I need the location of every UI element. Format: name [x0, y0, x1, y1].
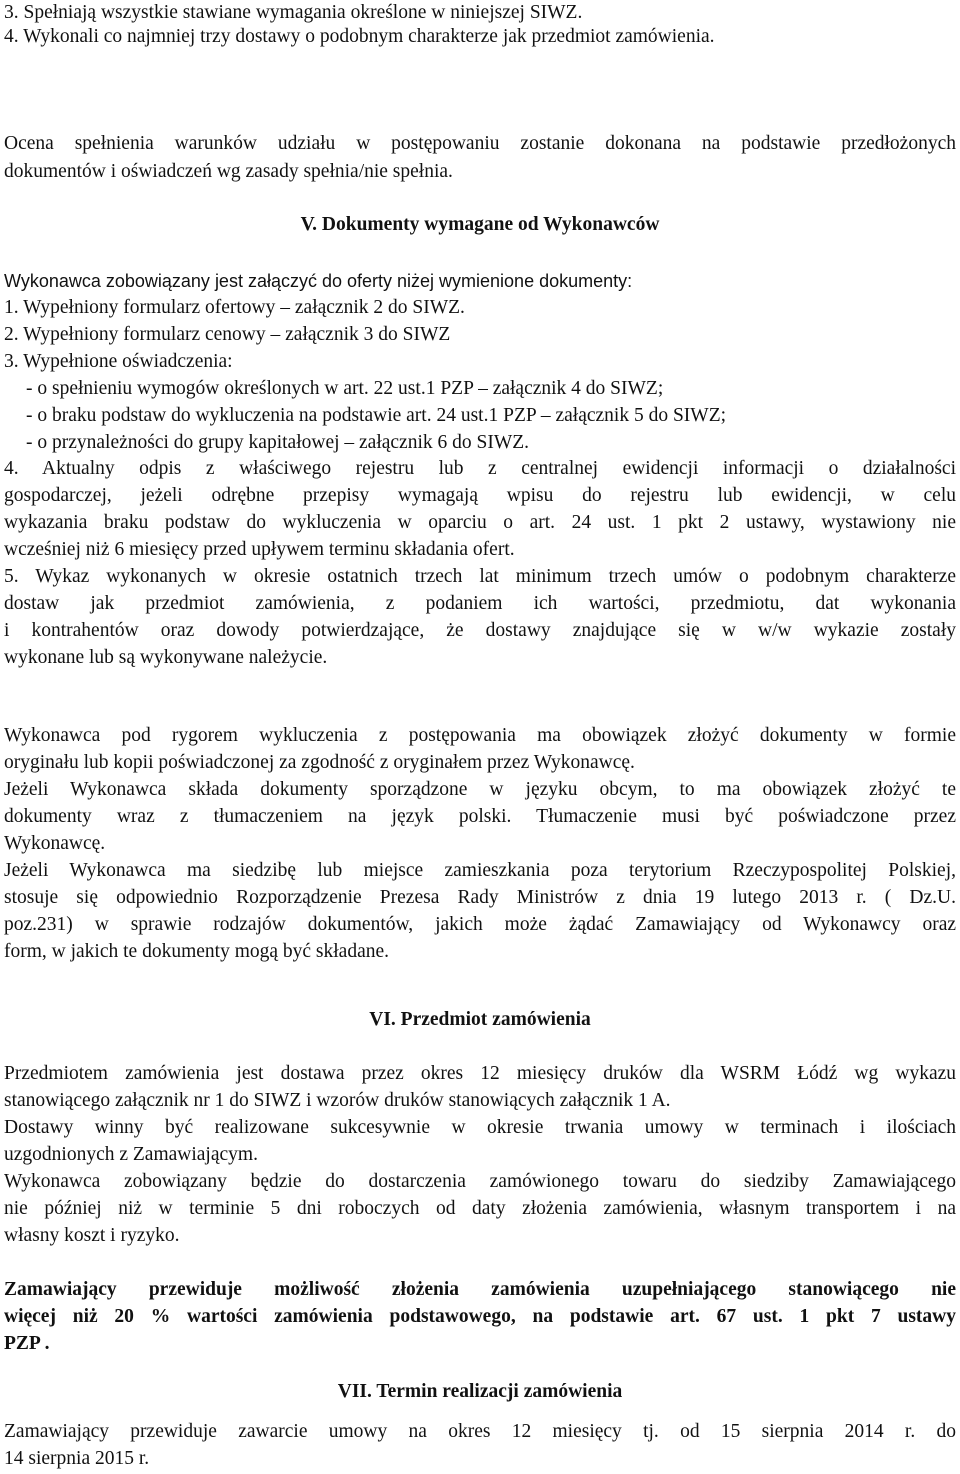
list-item-line: dostaw jak przedmiot zamówienia, z podaniem ich wartości, przedmiotu, dat wykonania [4, 593, 956, 614]
bold-paragraph-line: więcej niż 20 % wartości zamówienia podstawowego, na podstawie art. 67 ust. 1 pkt 7 ustawy [4, 1306, 956, 1327]
list-item: 1. Wypełniony formularz ofertowy – załącznik 2 do SIWZ. [4, 297, 465, 318]
sub-list-item: - o spełnieniu wymogów określonych w art. 22 ust.1 PZP – załącznik 4 do SIWZ; [26, 378, 664, 399]
paragraph-line: Przedmiotem zamówienia jest dostawa przez okres 12 miesięcy druków dla WSRM Łódź wg wykazu [4, 1063, 956, 1084]
paragraph-line: Zamawiający przewiduje zawarcie umowy na okres 12 miesięcy tj. od 15 sierpnia 2014 r. do [4, 1421, 956, 1442]
list-item-line: 5. Wykaz wykonanych w okresie ostatnich trzech lat minimum trzech umów o podobnym charakterze [4, 566, 956, 587]
list-item: 3. Spełniają wszystkie stawiane wymagania określone w niniejszej SIWZ. [4, 2, 583, 23]
list-item-line: wykonane lub są wykonywane należycie. [4, 647, 328, 668]
section-vii-heading: VII. Termin realizacji zamówienia [337, 1381, 623, 1402]
sub-list-item: - o przynależności do grupy kapitałowej – załącznik 6 do SIWZ. [26, 432, 530, 453]
list-item-line: i kontrahentów oraz dowody potwierdzające, że dostawy znajdujące się w w/w wykazie zostały [4, 620, 956, 641]
paragraph-line: stosuje się odpowiednio Rozporządzenie Prezesa Rady Ministrów z dnia 19 lutego 2013 r. ( Dz.U. [4, 887, 956, 908]
paragraph-line: Wykonawca zobowiązany będzie do dostarczenia zamówionego towaru do siedziby Zamawiającego [4, 1171, 956, 1192]
list-item-line: wykazania braku podstaw do wykluczenia w oparciu o art. 24 ust. 1 pkt 2 ustawy, wystawiony nie [4, 512, 956, 533]
list-item-line: 4. Aktualny odpis z właściwego rejestru lub z centralnej ewidencji informacji o działalności [4, 458, 956, 479]
bold-paragraph-line: PZP . [4, 1333, 50, 1354]
section-vi-heading: VI. Przedmiot zamówienia [369, 1009, 591, 1030]
list-item: 4. Wykonali co najmniej trzy dostawy o podobnym charakterze jak przedmiot zamówienia. [4, 26, 715, 47]
sub-list-item: - o braku podstaw do wykluczenia na podstawie art. 24 ust.1 PZP – załącznik 5 do SIWZ; [26, 405, 727, 426]
bold-paragraph-line: Zamawiający przewiduje możliwość złożenia zamówienia uzupełniającego stanowiącego nie [4, 1279, 956, 1300]
paragraph-line: uzgodnionych z Zamawiającym. [4, 1144, 258, 1165]
paragraph-line: Ocena spełnienia warunków udziału w postępowaniu zostanie dokonana na podstawie przedłożonych [4, 133, 956, 154]
list-item: 2. Wypełniony formularz cenowy – załącznik 3 do SIWZ [4, 324, 451, 345]
paragraph-line: stanowiącego załącznik nr 1 do SIWZ i wzorów druków stanowiących załącznik 1 A. [4, 1090, 671, 1111]
paragraph-line: dokumentów i oświadczeń wg zasady spełnia/nie spełnia. [4, 161, 453, 182]
paragraph-line: oryginału lub kopii poświadczonej za zgodność z oryginałem przez Wykonawcę. [4, 752, 635, 773]
section-v-intro: Wykonawca zobowiązany jest załączyć do oferty niżej wymienione dokumenty: [4, 271, 633, 291]
paragraph-line: 14 sierpnia 2015 r. [4, 1448, 150, 1469]
paragraph-line: poz.231) w sprawie rodzajów dokumentów, jakich może żądać Zamawiający od Wykonawcy oraz [4, 914, 956, 935]
paragraph-line: dokumenty wraz z tłumaczeniem na język polski. Tłumaczenie musi być poświadczone przez [4, 806, 956, 827]
paragraph-line: Wykonawcę. [4, 833, 106, 854]
list-item-line: gospodarczej, jeżeli odrębne przepisy wymagają wpisu do rejestru lub ewidencji, w celu [4, 485, 956, 506]
paragraph-line: Jeżeli Wykonawca składa dokumenty sporządzone w języku obcym, to ma obowiązek złożyć te [4, 779, 956, 800]
list-item-line: wcześniej niż 6 miesięcy przed upływem terminu składania ofert. [4, 539, 515, 560]
section-v-heading: V. Dokumenty wymagane od Wykonawców [300, 214, 660, 235]
paragraph-line: własny koszt i ryzyko. [4, 1225, 180, 1246]
paragraph-line: Dostawy winny być realizowane sukcesywnie w okresie trwania umowy w terminach i ilościach [4, 1117, 956, 1138]
paragraph-line: Wykonawca pod rygorem wykluczenia z postępowania ma obowiązek złożyć dokumenty w formie [4, 725, 956, 746]
paragraph-line: form, w jakich te dokumenty mogą być składane. [4, 941, 390, 962]
list-item: 3. Wypełnione oświadczenia: [4, 351, 233, 372]
paragraph-line: Jeżeli Wykonawca ma siedzibę lub miejsce zamieszkania poza terytorium Rzeczypospolitej Polskiej, [4, 860, 956, 881]
paragraph-line: nie później niż w terminie 5 dni roboczych od daty złożenia zamówienia, własnym transportem i na [4, 1198, 956, 1219]
